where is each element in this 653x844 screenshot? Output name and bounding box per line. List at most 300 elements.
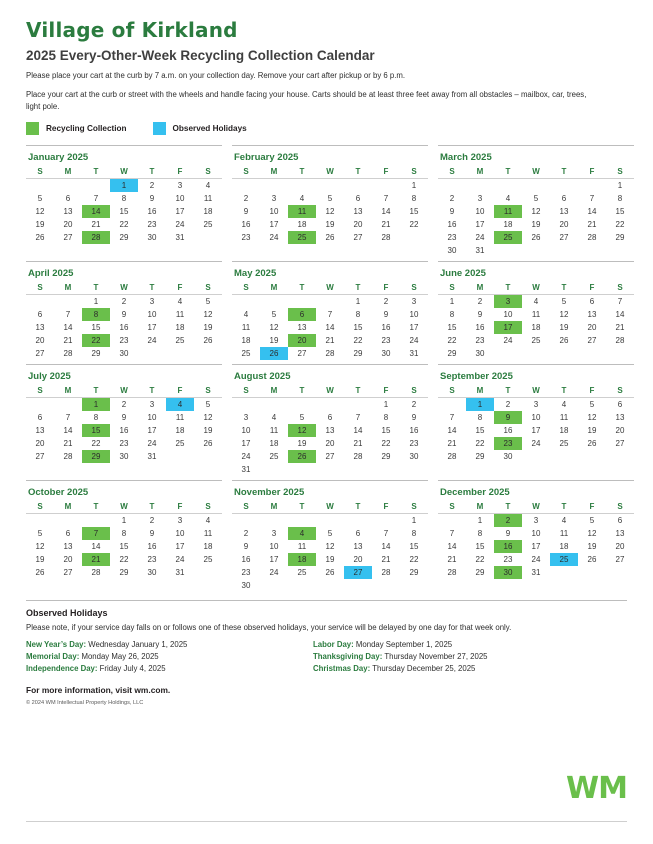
day-cell — [438, 424, 466, 437]
recycling-day: 29 — [82, 450, 110, 463]
day-cell — [166, 321, 194, 334]
day-cell — [82, 334, 110, 347]
holiday-entry-date: Friday July 4, 2025 — [97, 664, 166, 674]
week-row — [438, 566, 634, 579]
recycling-day: 18 — [288, 553, 316, 566]
empty-day-cell — [400, 463, 428, 476]
day-cell — [232, 566, 260, 579]
day-number: 30 — [475, 348, 485, 358]
empty-day-cell — [344, 513, 372, 527]
day-number: 23 — [147, 219, 157, 229]
day-cell — [578, 397, 606, 411]
empty-day-cell — [260, 397, 288, 411]
day-cell — [522, 397, 550, 411]
day-number: 3 — [149, 399, 155, 409]
empty-day-cell — [344, 463, 372, 476]
day-number: 17 — [269, 219, 279, 229]
day-cell — [288, 566, 316, 579]
day-number: 4 — [505, 193, 511, 203]
day-cell — [316, 411, 344, 424]
empty-day-cell — [372, 579, 400, 592]
intro-paragraph-2: Place your cart at the curb or street with the wheels and handle facing your house. Carts should be at least three feet away from all obstacles – mailbox, car, trees, light pole. — [26, 90, 587, 111]
day-cell — [550, 527, 578, 540]
day-cell — [578, 513, 606, 527]
day-number: 20 — [325, 438, 335, 448]
day-number: 31 — [531, 567, 541, 577]
month-title: October 2025 — [28, 486, 89, 498]
weekday-header: S — [232, 501, 260, 514]
month-title: May 2025 — [234, 267, 277, 279]
day-number: 11 — [203, 528, 213, 538]
page-title: Village of Kirkland — [26, 18, 238, 42]
day-cell — [494, 437, 522, 450]
day-number: 12 — [531, 206, 541, 216]
day-number: 2 — [121, 296, 127, 306]
day-cell — [54, 566, 82, 579]
weekday-header: T — [138, 282, 166, 295]
day-number: 1 — [93, 296, 99, 306]
day-cell — [138, 437, 166, 450]
day-number: 21 — [447, 438, 457, 448]
weekday-header: S — [26, 501, 54, 514]
day-number: 31 — [241, 464, 251, 474]
day-number: 16 — [241, 554, 251, 564]
day-number: 26 — [35, 567, 45, 577]
weekday-header: M — [260, 166, 288, 179]
day-cell — [606, 437, 634, 450]
day-cell — [466, 450, 494, 463]
day-number: 29 — [475, 567, 485, 577]
week-row — [26, 513, 222, 527]
day-number: 31 — [409, 348, 419, 358]
day-number: 21 — [325, 335, 335, 345]
day-cell — [166, 231, 194, 244]
day-number: 16 — [147, 206, 157, 216]
day-number: 20 — [63, 219, 73, 229]
day-number: 14 — [447, 425, 457, 435]
day-number: 29 — [447, 348, 457, 358]
day-number: 13 — [325, 425, 335, 435]
day-number: 23 — [475, 335, 485, 345]
day-number: 18 — [531, 322, 541, 332]
day-cell — [110, 192, 138, 205]
day-cell — [344, 566, 372, 579]
day-number: 14 — [587, 206, 597, 216]
day-number: 30 — [503, 451, 513, 461]
month-block — [26, 364, 222, 480]
empty-day-cell — [232, 513, 260, 527]
day-cell — [26, 527, 54, 540]
day-number: 21 — [91, 219, 101, 229]
empty-day-cell — [550, 347, 578, 360]
weekday-header: F — [578, 166, 606, 179]
day-cell — [344, 321, 372, 334]
month-table — [26, 501, 222, 579]
recycling-day: 11 — [288, 205, 316, 218]
day-cell — [26, 566, 54, 579]
empty-day-cell — [26, 513, 54, 527]
day-cell — [494, 411, 522, 424]
week-row — [26, 540, 222, 553]
empty-day-cell — [288, 579, 316, 592]
day-number: 8 — [411, 193, 417, 203]
day-cell — [232, 347, 260, 360]
day-cell — [110, 231, 138, 244]
day-cell — [82, 231, 110, 244]
observed-holidays-section — [26, 600, 627, 673]
day-number: 9 — [383, 309, 389, 319]
month-title: June 2025 — [440, 267, 486, 279]
weekday-header: S — [232, 166, 260, 179]
day-cell — [166, 566, 194, 579]
empty-day-cell — [288, 463, 316, 476]
day-cell — [466, 231, 494, 244]
day-number: 25 — [269, 451, 279, 461]
day-cell — [578, 437, 606, 450]
week-row — [232, 437, 428, 450]
empty-day-cell — [522, 347, 550, 360]
day-number: 29 — [91, 348, 101, 358]
day-cell — [400, 205, 428, 218]
day-cell — [54, 321, 82, 334]
day-cell — [344, 218, 372, 231]
day-number: 19 — [203, 322, 213, 332]
day-number: 19 — [297, 438, 307, 448]
day-number: 8 — [383, 412, 389, 422]
day-cell — [138, 450, 166, 463]
holiday-entry-date: Thursday November 27, 2025 — [382, 652, 488, 662]
recycling-day: 4 — [288, 527, 316, 540]
day-cell — [110, 437, 138, 450]
week-row — [232, 192, 428, 205]
recycling-day: 16 — [494, 540, 522, 553]
day-number: 26 — [587, 554, 597, 564]
empty-day-cell — [494, 178, 522, 192]
day-number: 2 — [243, 528, 249, 538]
day-number: 5 — [205, 296, 211, 306]
recycling-day: 7 — [82, 527, 110, 540]
day-number: 12 — [559, 309, 569, 319]
day-cell — [372, 205, 400, 218]
day-cell — [578, 205, 606, 218]
weekday-header: F — [372, 282, 400, 295]
day-number: 9 — [149, 193, 155, 203]
day-number: 8 — [121, 528, 127, 538]
day-number: 22 — [615, 219, 625, 229]
day-number: 15 — [409, 206, 419, 216]
day-number: 20 — [63, 554, 73, 564]
day-cell — [372, 218, 400, 231]
day-number: 18 — [203, 206, 213, 216]
day-cell — [138, 321, 166, 334]
day-number: 5 — [205, 399, 211, 409]
day-cell — [194, 321, 222, 334]
day-cell — [138, 513, 166, 527]
weekday-header: F — [372, 166, 400, 179]
weekday-header: M — [260, 385, 288, 398]
weekday-header: S — [400, 385, 428, 398]
month-block — [438, 364, 634, 480]
day-cell — [372, 192, 400, 205]
day-number: 4 — [299, 193, 305, 203]
day-cell — [466, 205, 494, 218]
day-number: 28 — [63, 348, 73, 358]
weekday-header: T — [494, 166, 522, 179]
day-cell — [138, 205, 166, 218]
empty-day-cell — [550, 566, 578, 579]
week-row — [232, 347, 428, 360]
empty-day-cell — [260, 178, 288, 192]
day-cell — [316, 540, 344, 553]
day-number: 21 — [63, 335, 73, 345]
day-number: 19 — [325, 554, 335, 564]
weekday-header: T — [288, 501, 316, 514]
day-cell — [166, 205, 194, 218]
recycling-day: 28 — [82, 231, 110, 244]
day-cell — [260, 205, 288, 218]
day-number: 22 — [447, 335, 457, 345]
day-number: 24 — [147, 335, 157, 345]
weekday-header: W — [522, 282, 550, 295]
empty-day-cell — [372, 178, 400, 192]
day-cell — [550, 397, 578, 411]
day-number: 20 — [615, 541, 625, 551]
day-cell — [400, 192, 428, 205]
day-number: 1 — [449, 296, 455, 306]
day-cell — [54, 411, 82, 424]
day-cell — [494, 205, 522, 218]
day-cell — [288, 308, 316, 321]
day-cell — [578, 334, 606, 347]
day-number: 19 — [325, 219, 335, 229]
empty-day-cell — [606, 347, 634, 360]
day-number: 24 — [269, 567, 279, 577]
holiday-entry-name: Thanksgiving Day: — [313, 652, 383, 662]
day-cell — [194, 334, 222, 347]
day-cell — [522, 424, 550, 437]
day-cell — [438, 566, 466, 579]
day-number: 15 — [475, 541, 485, 551]
empty-day-cell — [232, 397, 260, 411]
day-number: 13 — [35, 322, 45, 332]
day-number: 21 — [447, 554, 457, 564]
day-cell — [522, 231, 550, 244]
weekday-header: W — [316, 166, 344, 179]
day-number: 8 — [477, 412, 483, 422]
weekday-header: M — [54, 282, 82, 295]
day-number: 27 — [587, 335, 597, 345]
day-cell — [26, 308, 54, 321]
day-cell — [522, 218, 550, 231]
weekday-header: S — [606, 166, 634, 179]
day-cell — [110, 178, 138, 192]
day-number: 27 — [353, 232, 363, 242]
day-cell — [606, 540, 634, 553]
day-cell — [232, 463, 260, 476]
day-number: 5 — [299, 412, 305, 422]
day-cell — [166, 308, 194, 321]
day-number: 5 — [37, 193, 43, 203]
weekday-header: S — [400, 282, 428, 295]
day-number: 12 — [325, 206, 335, 216]
day-cell — [606, 321, 634, 334]
week-row — [438, 553, 634, 566]
day-number: 31 — [475, 245, 485, 255]
day-cell — [316, 308, 344, 321]
day-number: 8 — [93, 412, 99, 422]
day-number: 30 — [147, 567, 157, 577]
empty-day-cell — [54, 397, 82, 411]
day-cell — [606, 308, 634, 321]
day-cell — [232, 218, 260, 231]
day-number: 21 — [381, 219, 391, 229]
day-number: 15 — [381, 425, 391, 435]
day-cell — [344, 308, 372, 321]
week-row — [438, 178, 634, 192]
day-cell — [54, 308, 82, 321]
day-cell — [606, 527, 634, 540]
day-cell — [110, 411, 138, 424]
empty-day-cell — [54, 294, 82, 308]
week-row — [232, 205, 428, 218]
weekday-header: T — [288, 166, 316, 179]
day-number: 11 — [559, 412, 569, 422]
day-number: 21 — [615, 322, 625, 332]
day-cell — [494, 513, 522, 527]
week-row — [438, 540, 634, 553]
day-cell — [578, 553, 606, 566]
day-number: 27 — [615, 554, 625, 564]
day-number: 13 — [297, 322, 307, 332]
day-cell — [466, 411, 494, 424]
day-cell — [26, 553, 54, 566]
day-number: 11 — [175, 412, 185, 422]
day-cell — [550, 437, 578, 450]
week-row — [232, 231, 428, 244]
day-number: 4 — [177, 296, 183, 306]
recycling-day: 11 — [494, 205, 522, 218]
day-number: 24 — [531, 438, 541, 448]
week-row — [232, 463, 428, 476]
day-number: 30 — [409, 451, 419, 461]
month-block — [438, 261, 634, 364]
weekday-header: S — [400, 501, 428, 514]
day-number: 23 — [147, 554, 157, 564]
week-row — [438, 437, 634, 450]
day-cell — [82, 424, 110, 437]
day-cell — [606, 424, 634, 437]
day-cell — [550, 553, 578, 566]
day-cell — [466, 513, 494, 527]
week-row — [26, 192, 222, 205]
day-number: 5 — [37, 528, 43, 538]
holiday-entry-name: New Year’s Day: — [26, 640, 87, 650]
day-cell — [166, 513, 194, 527]
day-cell — [26, 347, 54, 360]
day-number: 4 — [271, 412, 277, 422]
day-cell — [400, 527, 428, 540]
recycling-day: 21 — [82, 553, 110, 566]
day-number: 3 — [177, 515, 183, 525]
day-number: 15 — [447, 322, 457, 332]
empty-day-cell — [438, 513, 466, 527]
weekday-header: S — [606, 385, 634, 398]
week-row — [438, 334, 634, 347]
month-title: January 2025 — [28, 151, 89, 163]
day-cell — [288, 527, 316, 540]
day-number: 28 — [325, 348, 335, 358]
day-cell — [316, 334, 344, 347]
day-cell — [316, 347, 344, 360]
day-cell — [466, 540, 494, 553]
day-cell — [400, 397, 428, 411]
month-block — [26, 480, 222, 596]
empty-day-cell — [550, 244, 578, 257]
day-cell — [400, 411, 428, 424]
day-cell — [166, 397, 194, 411]
day-number: 27 — [297, 348, 307, 358]
weekday-header: S — [194, 385, 222, 398]
day-number: 23 — [241, 567, 251, 577]
week-row — [438, 218, 634, 231]
day-cell — [260, 347, 288, 360]
empty-day-cell — [578, 244, 606, 257]
holiday-day: 27 — [344, 566, 372, 579]
day-number: 28 — [63, 451, 73, 461]
day-cell — [606, 178, 634, 192]
day-number: 10 — [147, 309, 157, 319]
day-number: 8 — [477, 528, 483, 538]
month-block — [232, 145, 428, 261]
day-cell — [400, 321, 428, 334]
wm-logo: WM — [566, 771, 627, 806]
day-number: 11 — [531, 309, 541, 319]
day-number: 12 — [325, 541, 335, 551]
day-cell — [522, 308, 550, 321]
day-number: 7 — [449, 412, 455, 422]
day-cell — [82, 347, 110, 360]
day-cell — [522, 192, 550, 205]
day-number: 3 — [533, 399, 539, 409]
weekday-header: W — [110, 166, 138, 179]
day-number: 14 — [447, 541, 457, 551]
recycling-day: 17 — [494, 321, 522, 334]
weekday-header: T — [550, 282, 578, 295]
day-number: 21 — [587, 219, 597, 229]
week-row — [26, 218, 222, 231]
empty-day-cell — [288, 178, 316, 192]
day-cell — [344, 553, 372, 566]
day-number: 26 — [587, 438, 597, 448]
day-number: 6 — [327, 412, 333, 422]
day-cell — [522, 411, 550, 424]
day-cell — [138, 397, 166, 411]
day-cell — [606, 411, 634, 424]
day-cell — [344, 411, 372, 424]
day-number: 17 — [475, 219, 485, 229]
day-cell — [494, 294, 522, 308]
day-cell — [466, 218, 494, 231]
day-cell — [260, 527, 288, 540]
day-cell — [232, 579, 260, 592]
document-subtitle: 2025 Every-Other-Week Recycling Collection Calendar — [26, 48, 375, 63]
day-cell — [232, 321, 260, 334]
day-number: 8 — [355, 309, 361, 319]
holiday-entry — [313, 640, 586, 649]
day-number: 18 — [203, 541, 213, 551]
day-number: 4 — [561, 515, 567, 525]
day-number: 25 — [203, 554, 213, 564]
